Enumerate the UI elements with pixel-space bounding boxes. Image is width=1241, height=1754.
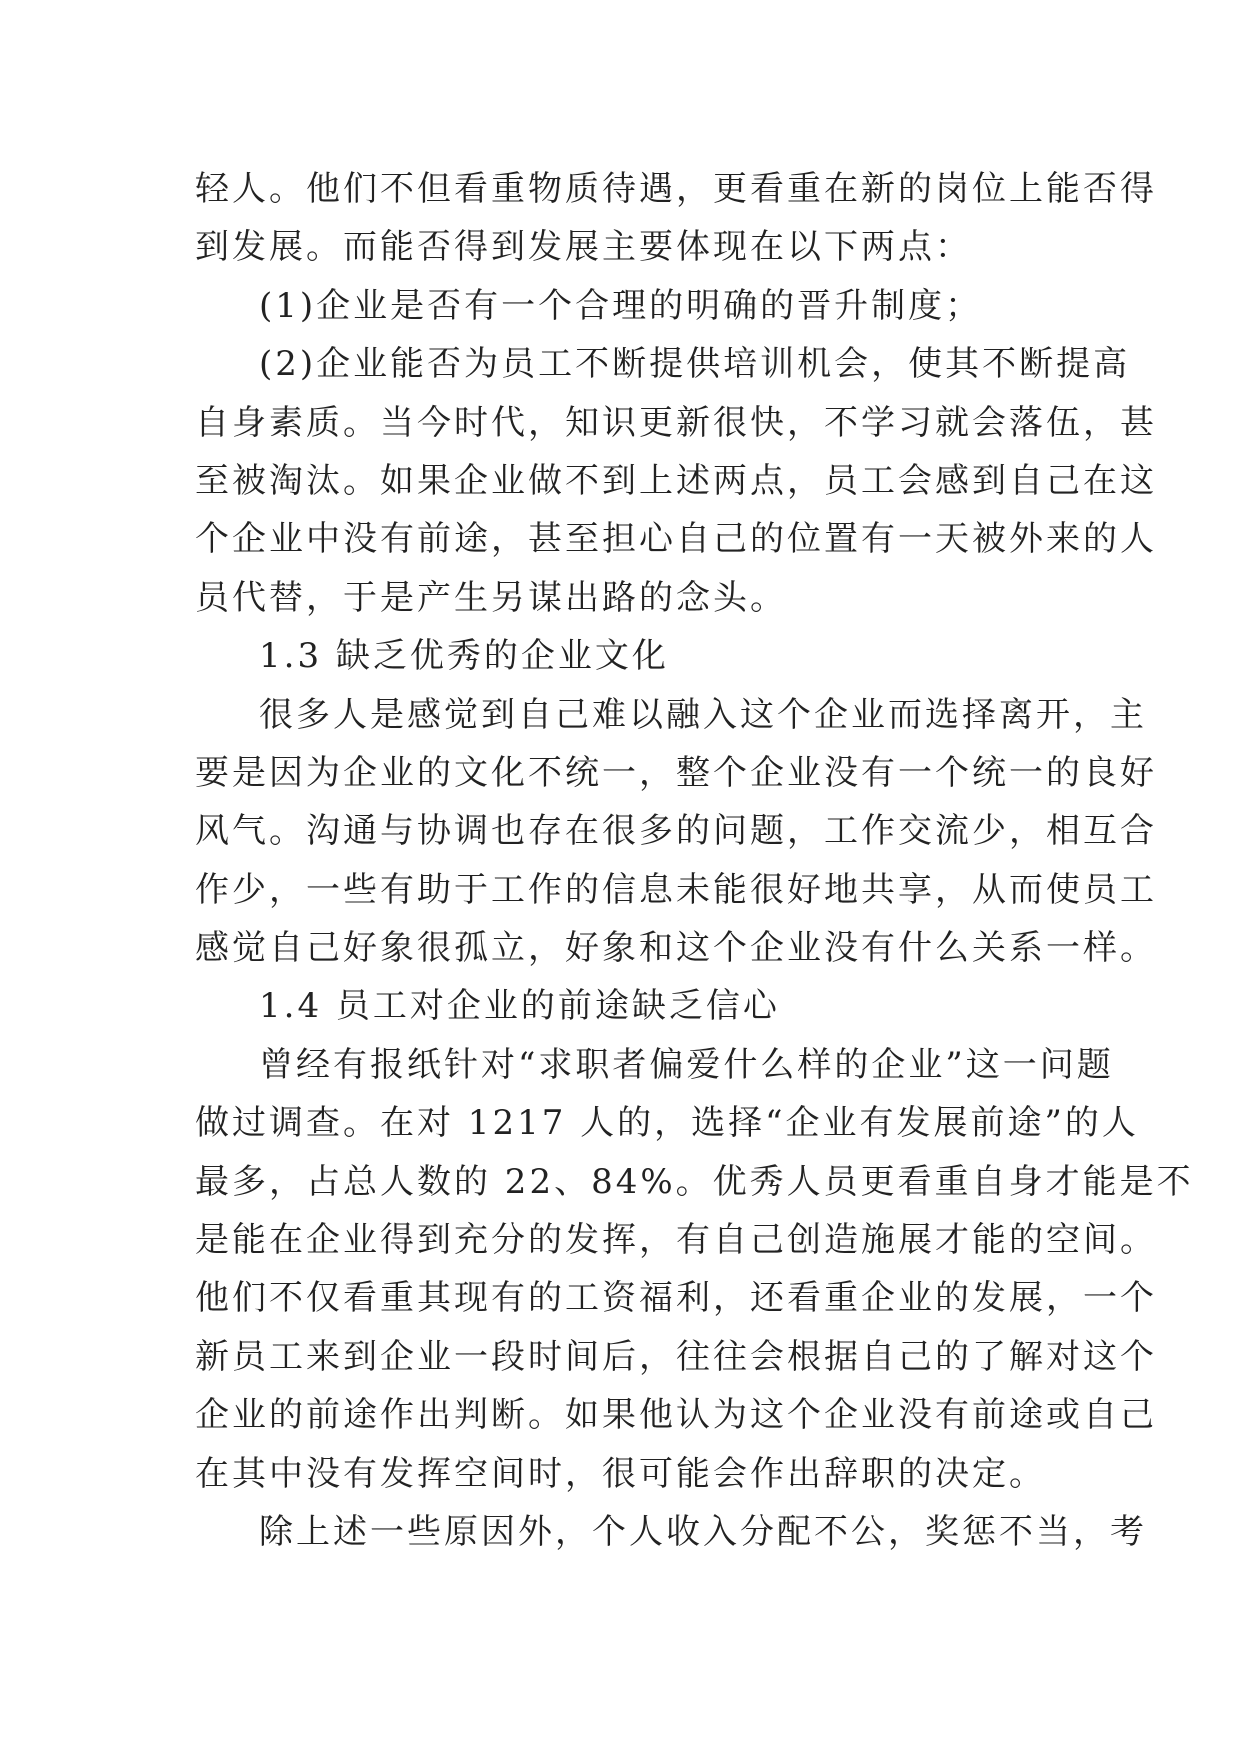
paragraph-start: 曾经有报纸针对“求职者偏爱什么样的企业”这一问题 xyxy=(259,1044,1114,1085)
text-line: 做过调查。在对 1217 人的，选择“企业有发展前途”的人 xyxy=(195,1103,1139,1144)
text-line: 自身素质。当今时代，知识更新很快，不学习就会落伍，甚 xyxy=(195,402,1157,443)
paragraph-start: 除上述一些原因外，个人收入分配不公，奖惩不当，考 xyxy=(259,1511,1147,1552)
text-line: 至被淘汰。如果企业做不到上述两点，员工会感到自己在这 xyxy=(195,460,1157,501)
text-line: 他们不仅看重其现有的工资福利，还看重企业的发展，一个 xyxy=(195,1278,1157,1319)
text-line: 员代替，于是产生另谋出路的念头。 xyxy=(195,577,787,618)
section-heading-1-4: 1.4 员工对企业的前途缺乏信心 xyxy=(259,986,780,1027)
section-heading-1-3: 1.3 缺乏优秀的企业文化 xyxy=(259,636,669,677)
text-line: 在其中没有发挥空间时，很可能会作出辞职的决定。 xyxy=(195,1453,1046,1494)
text-line: 到发展。而能否得到发展主要体现在以下两点： xyxy=(195,227,972,268)
list-item-2: (2)企业能否为员工不断提供培训机会，使其不断提高 xyxy=(259,344,1131,385)
paragraph-start: 很多人是感觉到自己难以融入这个企业而选择离开，主 xyxy=(259,694,1147,735)
text-line: 个企业中没有前途，甚至担心自己的位置有一天被外来的人 xyxy=(195,519,1157,560)
text-line: 要是因为企业的文化不统一，整个企业没有一个统一的良好 xyxy=(195,752,1157,793)
text-line: 企业的前途作出判断。如果他认为这个企业没有前途或自己 xyxy=(195,1395,1157,1436)
text-line: 轻人。他们不但看重物质待遇，更看重在新的岗位上能否得 xyxy=(195,169,1157,209)
text-line: 作少，一些有助于工作的信息未能很好地共享，从而使员工 xyxy=(195,869,1157,910)
text-line: 是能在企业得到充分的发挥，有自己创造施展才能的空间。 xyxy=(195,1220,1157,1261)
text-line: 风气。沟通与协调也存在很多的问题，工作交流少，相互合 xyxy=(195,811,1157,852)
document-body xyxy=(195,160,1194,1561)
list-item-1: (1)企业是否有一个合理的明确的晋升制度； xyxy=(259,285,983,326)
text-line: 感觉自己好象很孤立，好象和这个企业没有什么关系一样。 xyxy=(195,928,1157,969)
text-line: 最多，占总人数的 22、84%。优秀人员更看重自身才能是不 xyxy=(195,1161,1194,1202)
text-line: 新员工来到企业一段时间后，往往会根据自己的了解对这个 xyxy=(195,1336,1157,1377)
